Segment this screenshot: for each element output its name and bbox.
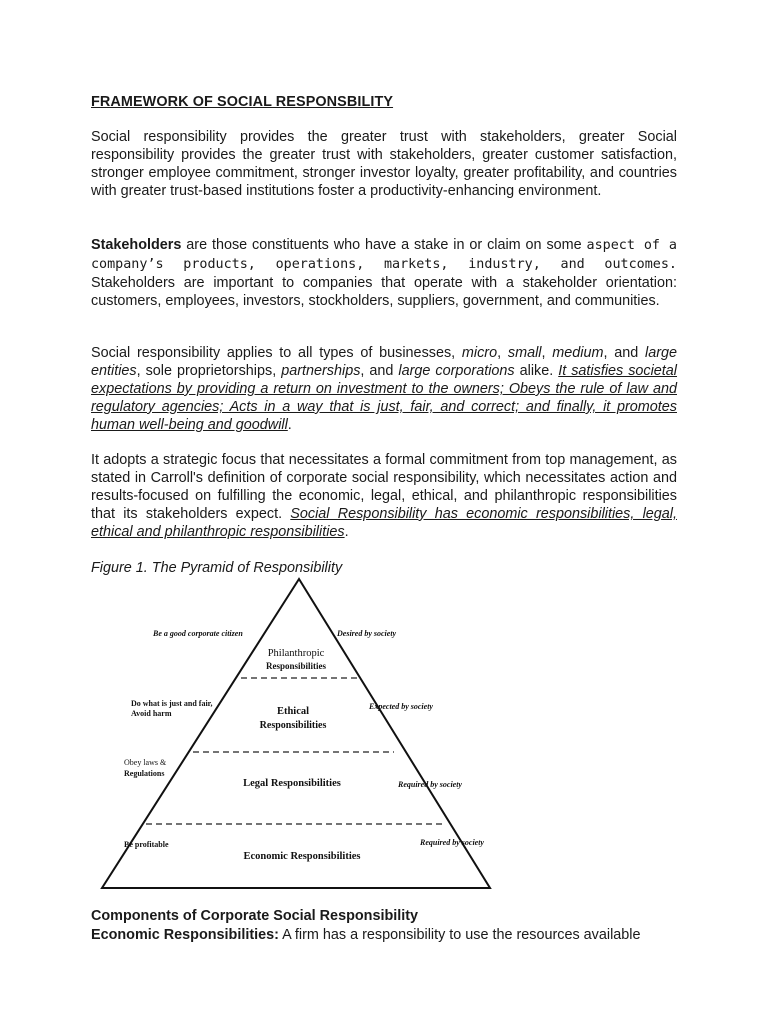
p3-italic-large-corporations: large corporations	[398, 363, 515, 379]
components-heading: Components of Corporate Social Responsibility	[91, 908, 419, 924]
p3-text: .	[287, 417, 292, 433]
pyramid-figure	[96, 576, 500, 894]
p3-italic-micro: micro	[461, 345, 498, 361]
p4-underlined-summary: Social Responsibility has economic responsibilities, legal, ethical and philanthropic responsibilities	[91, 506, 677, 540]
p3-italic-medium: medium	[552, 345, 604, 361]
stakeholders-text-mono: aspect of a company’s products, operations, markets, industry, and outcomes.	[91, 238, 677, 272]
economic-text: A firm has a responsibility to use the resources available	[278, 927, 641, 943]
ethical-left-label-line2: Avoid harm	[131, 709, 172, 718]
p3-text: , sole proprietorships,	[136, 363, 282, 379]
p4-text-end: .	[344, 524, 349, 540]
p3-underlined-expectations: It satisfies societal expectations by providing a return on investment to the owners; Obeys the rule of law and regulatory agencies; Acts in a way that is just, fair, and correct; and finally, it promotes human well-being and goodwill	[91, 363, 678, 433]
p3-italic-partnerships: partnerships	[281, 363, 361, 379]
paragraph-stakeholders	[91, 236, 677, 310]
level-economic-title: Economic Responsibilities	[243, 851, 361, 862]
p3-text: ,	[541, 345, 553, 361]
level-legal-title: Legal Responsibilities	[243, 778, 341, 789]
legal-right-label: Required by society	[398, 780, 462, 789]
p3-text: , and	[603, 345, 645, 361]
level-philanthropic-title: Philanthropic	[267, 648, 325, 659]
p3-text: Social responsibility applies to all types of businesses,	[91, 345, 462, 361]
p3-italic-small: small	[507, 345, 542, 361]
ethical-left-label-line1: Do what is just and fair,	[131, 699, 213, 708]
legal-left-label-line1: Obey laws &	[124, 758, 167, 767]
p3-text: , and	[360, 363, 399, 379]
stakeholders-term: Stakeholders	[91, 237, 182, 253]
legal-left-label-line2: Regulations	[124, 769, 165, 778]
paragraph-intro: Social responsibility provides the greater trust with stakeholders, greater Social responsibility provides the greater trust with stakeholders, greater customer satisfaction, stronger employee commitment, stronger investor loyalty, greater profitability, and countries with greater trust-based institutions foster a productivity-enhancing environment.	[91, 129, 677, 199]
p4-text: It adopts a strategic focus that necessitates a formal commitment from top management, as stated in Carroll's definition of corporate social responsibility, which necessitates action and results-focused on fulfilling the economic, legal, ethical, and philanthropic responsibilities that its stakeholders expect.	[91, 452, 677, 522]
figure-caption: Figure 1. The Pyramid of Responsibility	[91, 560, 343, 576]
p3-text: ,	[497, 345, 508, 361]
stakeholders-text-a: are those constituents who have a stake in or claim on some	[181, 237, 587, 253]
paragraph-strategic-focus	[91, 451, 677, 541]
economic-left-label: Be profitable	[124, 840, 169, 849]
economic-right-label: Required by society	[420, 838, 484, 847]
level-ethical-title: Ethical	[276, 706, 310, 717]
philanthropic-right-label: Desired by society	[337, 629, 397, 638]
philanthropic-left-label: Be a good corporate citizen	[153, 629, 243, 638]
stakeholders-text-b: Stakeholders are important to companies that operate with a stakeholder orientation: customers, employees, investors, stockholders, suppliers, government, and communities.	[91, 275, 677, 309]
economic-term: Economic Responsibilities:	[91, 927, 279, 943]
document-heading: FRAMEWORK OF SOCIAL RESPONSBILITY	[91, 94, 394, 110]
economic-responsibilities-line	[91, 926, 640, 944]
level-ethical-subtitle: Responsibilities	[259, 720, 327, 731]
p3-text: alike.	[514, 363, 559, 379]
paragraph-business-types	[91, 344, 677, 434]
level-philanthropic-subtitle: Responsibilities	[265, 661, 327, 671]
p3-italic-large-entities: large entities	[91, 345, 677, 379]
pyramid-diagram	[96, 576, 500, 894]
ethical-right-label: Expected by society	[369, 702, 433, 711]
